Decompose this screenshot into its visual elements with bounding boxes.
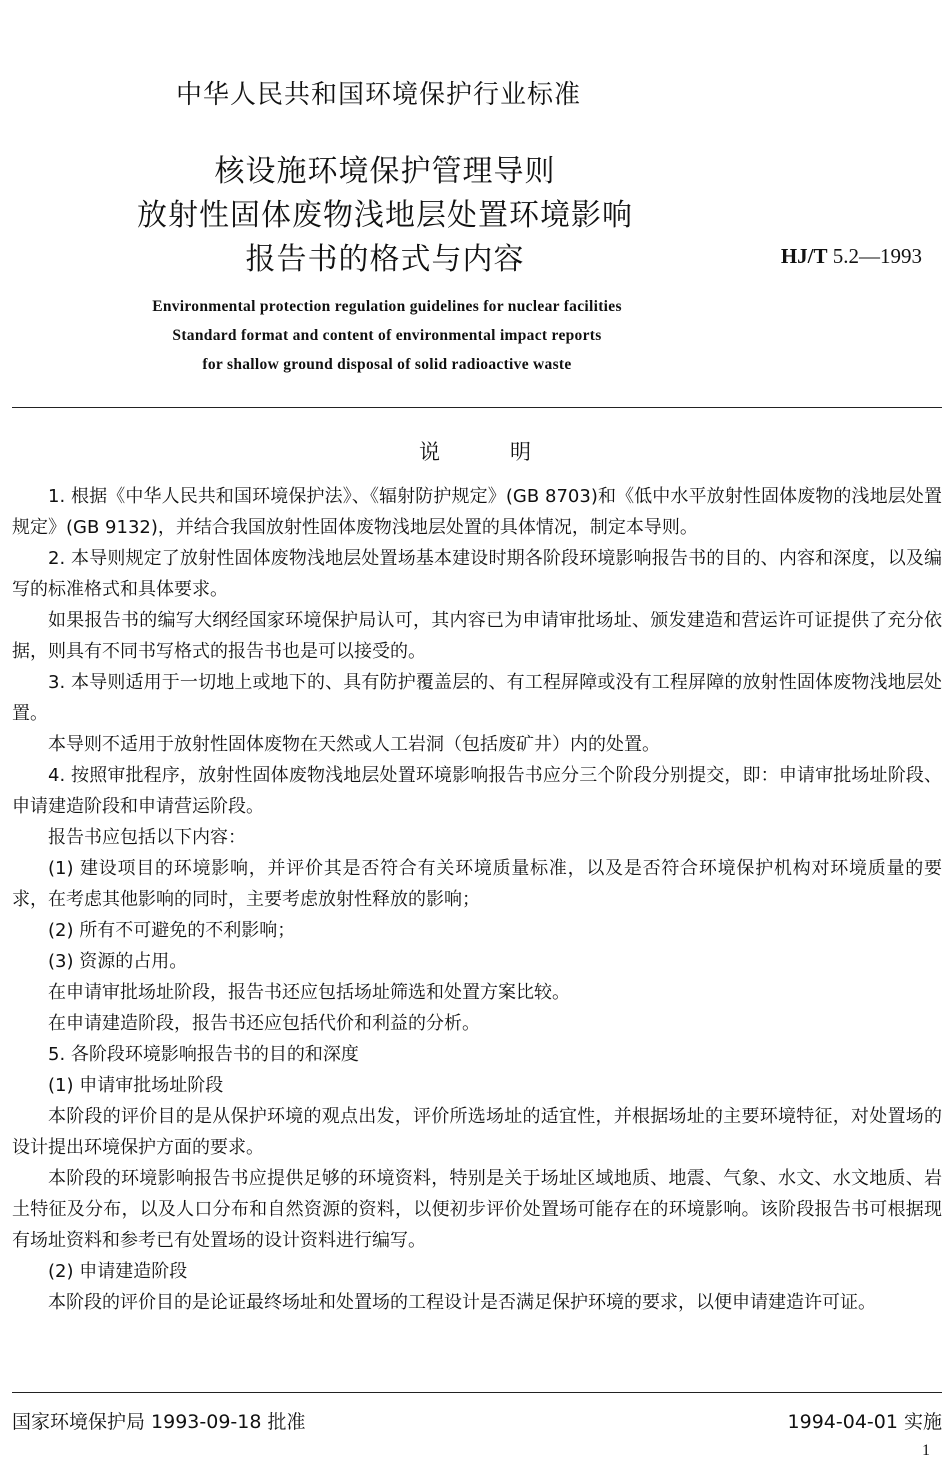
standard-code: [781, 244, 922, 269]
section-heading-char-1: 说: [419, 440, 440, 464]
issuing-organization: 中华人民共和国环境保护行业标准: [176, 80, 582, 110]
paragraph: 3. 本导则适用于一切地上或地下的、具有防护覆盖层的、有工程屏障或没有工程屏障的放射性固体废物浅地层处置。: [12, 672, 942, 724]
paragraph: (2) 所有不可避免的不利影响；: [48, 920, 296, 941]
document-title-line-1: 核设施环境保护管理导则: [214, 154, 556, 189]
body-text: [12, 481, 942, 1318]
paragraph: (3) 资源的占用。: [48, 951, 188, 972]
paragraph: (1) 申请审批场址阶段: [48, 1075, 224, 1096]
section-heading: [0, 436, 950, 466]
implementation-date: 1994-04-01 实施: [787, 1411, 942, 1433]
footer-divider: [12, 1392, 942, 1393]
header-divider: [12, 407, 942, 408]
english-title-line-2: Standard format and content of environmental impact reports: [172, 327, 602, 344]
paragraph: 在申请建造阶段，报告书还应包括代价和利益的分析。: [48, 1013, 480, 1034]
standard-code-prefix: HJ/T: [780, 244, 828, 268]
paragraph: 5. 各阶段环境影响报告书的目的和深度: [48, 1044, 359, 1065]
section-heading-char-2: 明: [510, 440, 531, 464]
paragraph: 本阶段的环境影响报告书应提供足够的环境资料，特别是关于场址区域地质、地震、气象、水文、水文地质、岩土特征及分布，以及人口分布和自然资源的资料，以便初步评价处置场可能存在的环境影响。该阶段报告书可根据现有场址资料和参考已有处置场的设计资料进行编写。: [12, 1168, 942, 1251]
english-title-line-3: for shallow ground disposal of solid radioactive waste: [202, 356, 572, 373]
paragraph: 本阶段的评价目的是从保护环境的观点出发，评价所选场址的适宜性，并根据场址的主要环境特征，对处置场的设计提出环境保护方面的要求。: [12, 1106, 942, 1158]
paragraph: 本导则不适用于放射性固体废物在天然或人工岩洞（包括废矿井）内的处置。: [48, 734, 660, 755]
paragraph: (1) 建设项目的环境影响，并评价其是否符合有关环境质量标准，以及是否符合环境保护机构对环境质量的要求，在考虑其他影响的同时，主要考虑放射性释放的影响；: [12, 858, 942, 910]
paragraph: 在申请审批场址阶段，报告书还应包括场址筛选和处置方案比较。: [48, 982, 570, 1003]
paragraph: 1. 根据《中华人民共和国环境保护法》、《辐射防护规定》(GB 8703)和《低中水平放射性固体废物的浅地层处置规定》(GB 9132)，并结合我国放射性固体废物浅地层处置的具体情况，制定本导则。: [12, 486, 942, 538]
document-title-line-3: 报告书的格式与内容: [245, 242, 525, 277]
paragraph: 报告书应包括以下内容：: [48, 827, 246, 848]
paragraph: 4. 按照审批程序，放射性固体废物浅地层处置环境影响报告书应分三个阶段分别提交，即：申请审批场址阶段、申请建造阶段和申请营运阶段。: [12, 765, 942, 817]
page-number: 1: [922, 1442, 930, 1459]
approval-date: 国家环境保护局 1993-09-18 批准: [12, 1411, 306, 1433]
document-title-line-2: 放射性固体废物浅地层处置环境影响: [137, 198, 633, 233]
paragraph: 如果报告书的编写大纲经国家环境保护局认可，其内容已为申请审批场址、颁发建造和营运许可证提供了充分依据，则具有不同书写格式的报告书也是可以接受的。: [12, 610, 942, 662]
english-title-line-1: Environmental protection regulation guidelines for nuclear facilities: [152, 298, 622, 315]
paragraph: (2) 申请建造阶段: [48, 1261, 188, 1282]
standard-code-number: 5.2—1993: [832, 244, 922, 268]
paragraph: 本阶段的评价目的是论证最终场址和处置场的工程设计是否满足保护环境的要求，以便申请建造许可证。: [48, 1292, 876, 1313]
paragraph: 2. 本导则规定了放射性固体废物浅地层处置场基本建设时期各阶段环境影响报告书的目的、内容和深度，以及编写的标准格式和具体要求。: [12, 548, 942, 600]
